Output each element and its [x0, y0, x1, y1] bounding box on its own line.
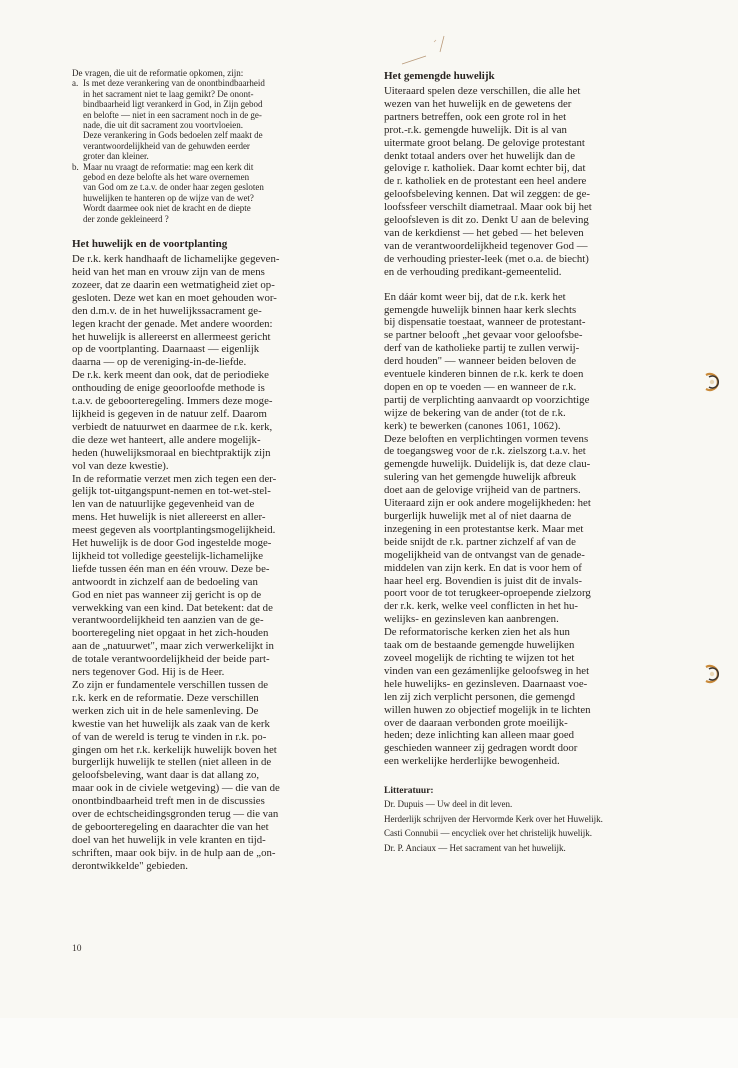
text-line: doet aan de gelovige vrijheid van de partners.	[384, 484, 581, 497]
text-line: Uiteraard spelen deze verschillen, die alle het	[384, 85, 581, 97]
text-line: vol van deze kwestie).	[72, 459, 169, 472]
section-heading-gemengde-huwelijk: Het gemengde huwelijk	[384, 70, 495, 82]
text-line: een werkelijke herderlijke bewogenheid.	[384, 755, 560, 768]
text-line: derontwikkelde" gebieden.	[72, 859, 188, 872]
text-line: de geboorteregeling en daarachter die van het	[72, 820, 269, 833]
text-line: nade, die uit dit sacrament zou voortvloeien.	[83, 120, 243, 131]
literature-list	[384, 799, 685, 853]
text-line: gelijk tot-uitgangspunt-nemen en tot-wet-stel-	[72, 485, 271, 498]
text-line: geschieden wanneer zij gedragen wordt door	[384, 742, 578, 755]
text-line: boorteregeling niet opgaat in het zich-houden	[72, 627, 269, 640]
section-heading-voortplanting: Het huwelijk en de voortplanting	[72, 238, 228, 251]
text-line: Wordt daarmee ook niet de kracht en de diepte	[83, 203, 251, 214]
text-line: gelovige r. katholiek. Daar komt echter bij, dat	[384, 162, 586, 175]
text-line: van de kerkdienst — het gebed — het beleven	[384, 226, 584, 239]
text-line: kwestie van het huwelijk als zaak van de kerk	[72, 717, 270, 730]
text-line: de totale verantwoordelijkheid der beide part-	[72, 653, 270, 666]
text-line: de toegangsweg voor de r.k. zielszorg t.a.v. het	[384, 445, 586, 458]
text-line: derf van de katholieke partij te zullen verwij-	[384, 342, 580, 355]
text-line: eventuele kinderen binnen de r.k. kerk te doen	[384, 368, 584, 381]
text-line: op de voortplanting. Daarnaast — eigenlijk	[72, 343, 260, 356]
question-label: a.	[72, 78, 79, 89]
text-line: doel van het huwelijk in vele kranten en tijd-	[72, 833, 266, 846]
text-line: de verhouding priester-leek (met o.a. de biecht)	[384, 252, 589, 265]
text-line: schriften, maar ook bijv. in de hulp aan de „on-	[72, 846, 276, 859]
text-line: liefde tussen één man en één vrouw. Deze be-	[72, 562, 270, 575]
text-line: het huwelijk is allereerst en allermeest gericht	[72, 330, 271, 343]
text-line: prot.-r.k. gemengde huwelijk. Dit is al van	[384, 123, 567, 136]
gemengde-huwelijk-body	[384, 85, 685, 768]
text-line: Deze beloften en verplichtingen vormen tevens	[384, 432, 589, 445]
text-line: gemengde huwelijk binnen haar kerk slechts	[384, 303, 577, 316]
text-line: heid van het man en vrouw zijn van de mens	[72, 266, 265, 278]
text-line: over de echtscheidingsgronden terug — die van	[72, 808, 279, 821]
questions-lead: De vragen, die uit de reformatie opkomen, zijn:	[72, 68, 244, 78]
text-line: poort voor de tot terugkeer-oproepende zielzorg	[384, 587, 591, 600]
text-line: verantwoordelijkheid ten aanzien van de ge-	[72, 614, 264, 627]
pencil-mark-icon	[400, 30, 460, 70]
text-line: Zo zijn er fundamentele verschillen tussen de	[72, 679, 269, 691]
text-line: haar heel erg. Bovendien is juist dit de invals-	[384, 574, 582, 587]
text-line: den d.m.v. de in het huwelijkssacrament ge-	[72, 304, 262, 317]
text-line: welijks- en gezinsleven kan aanbrengen.	[384, 613, 559, 626]
page-number: 10	[72, 944, 82, 954]
text-line: van de verantwoordelijkheid tegenover God —	[384, 239, 588, 252]
question-item	[72, 162, 370, 224]
text-line: maar ook in de civiele wetgeving) — die van de	[72, 782, 280, 795]
text-line: vinden van een gezámenlijke geloofsweg in het	[384, 664, 590, 677]
text-line: Deze verankering in Gods bedoelen zelf maakt de	[83, 130, 263, 141]
text-line: geloofsbeleving, want daar is dat allang zo,	[72, 769, 260, 782]
text-line: over de daaraan verbonden grote moeilijk-	[384, 716, 568, 729]
text-line: onontbindbaarheid treft men in de discussies	[72, 795, 265, 808]
text-line: dopen en op te voeden — en wanneer de r.k.	[384, 380, 577, 393]
question-text	[83, 78, 370, 161]
paragraph	[384, 85, 685, 279]
text-line: se partner belooft „het gevaar voor geloofsbe-	[384, 329, 583, 342]
text-line: mogelijkheid van de ontvangst van de genade-	[384, 548, 585, 561]
left-column	[72, 68, 370, 873]
text-line: De reformatorische kerken zien het als hun	[384, 626, 570, 639]
text-line: lijkheid tot volledige geestelijk-lichamelijke	[72, 549, 263, 562]
text-line: antwoordt in zichzelf aan de bedoeling van	[72, 575, 258, 588]
text-line: gemengde huwelijk. Duidelijk is, dat deze clau-	[384, 458, 591, 471]
text-line: sulering van het gemengde huwelijk afbreuk	[384, 471, 577, 484]
text-line: gebod en deze belofte als het ware overnemen	[83, 172, 250, 183]
punch-hole-icon	[700, 371, 722, 393]
text-line: lijkheid is gegeven in de natuur zelf. Daarom	[72, 407, 267, 420]
text-line: beide snijdt de r.k. partner zichzelf af van de	[384, 535, 576, 548]
page-bottom-margin	[0, 1018, 738, 1068]
text-line: r.k. kerk en de reformatie. Deze verschillen	[72, 691, 259, 704]
text-line: denkt totaal anders over het huwelijk dan de	[384, 149, 575, 162]
paragraph	[72, 253, 370, 873]
text-line: loofssfeer verschilt diametraal. Maar ook bij het	[384, 201, 592, 214]
text-line: En dáár komt weer bij, dat de r.k. kerk het	[384, 290, 566, 303]
text-line: Het huwelijk is de door God ingestelde moge-	[72, 537, 272, 550]
text-line: zozeer, dat ze daarin een wetmatigheid ziet op-	[72, 278, 275, 291]
text-line: in het sacrament niet te laag gemikt? De onont-	[83, 88, 254, 99]
text-line: hele huwelijks- en gezinsleven. Daarnaast voe-	[384, 677, 588, 690]
text-line: die deze wet hanteert, alle andere mogelijk-	[72, 433, 261, 446]
text-line: willen huwen zo objectief mogelijk in te lichten	[384, 703, 591, 716]
text-line: groter dan kleiner.	[83, 151, 149, 162]
question-item	[72, 78, 370, 161]
text-line: zoveel mogelijk de richting te wijzen tot het	[384, 651, 575, 664]
text-line: heden; deze inlichting kan alleen maar goed	[384, 729, 575, 742]
text-line: burgerlijk huwelijk met al of niet daarna de	[384, 510, 572, 522]
text-line: der zonde gekleineerd ?	[83, 213, 169, 224]
text-line: Maar nu vraagt de reformatie: mag een kerk dit	[83, 161, 254, 172]
question-label: b.	[72, 161, 79, 172]
text-line: huwelijken te hanteren op de wijze van de wet?	[83, 192, 254, 203]
text-line: bij dispensatie toestaat, wanneer de protestant-	[384, 316, 586, 329]
text-line: geloofsleven is dit zo. Denkt U aan de beleving	[384, 214, 589, 227]
text-line: gingen om het r.k. kerkelijk huwelijk boven het	[72, 743, 277, 756]
text-line: Is met deze verankering van de onontbindbaarheid	[83, 78, 265, 89]
literature-item: Dr. Dupuis — Uw deel in dit leven.	[384, 799, 513, 810]
text-line: taak om de bestaande gemengde huwelijken	[384, 639, 575, 652]
text-line: len van de natuurlijke gegevenheid van de	[72, 498, 255, 511]
text-line: In de reformatie verzet men zich tegen een der-	[72, 472, 277, 485]
text-line: wezen van het huwelijk en de gewetens der	[384, 97, 572, 110]
literature-item: Casti Connubii — encycliek over het christelijk huwelijk.	[384, 828, 592, 839]
text-line: mens. Het huwelijk is niet allereerst en aller-	[72, 511, 266, 524]
text-line: partij de verplichting aanvaardt op voorzichtige	[384, 393, 590, 406]
literature-item: Dr. P. Anciaux — Het sacrament van het huwelijk.	[384, 842, 566, 853]
text-line: partners betreffen, ook een grote rol in het	[384, 110, 567, 123]
text-line: aan de „natuurwet", maar zich verwerkelijkt in	[72, 640, 274, 653]
text-line: len zij zich verplicht personen, die gemengd	[384, 690, 575, 703]
text-line: werken zich uit in de hele samenleving. De	[72, 704, 259, 717]
paragraph	[384, 291, 685, 769]
text-line: der r.k. kerk, welke veel conflicten in het hu-	[384, 600, 578, 613]
text-line: of van de wereld is terug te vinden in r.k. po-	[72, 730, 267, 743]
text-line: onthouding de enige geoorloofde methode is	[72, 382, 265, 395]
text-line: en de verhouding predikant-gemeentelid.	[384, 265, 562, 278]
text-line: De r.k. kerk handhaaft de lichamelijke gegeven-	[72, 253, 280, 266]
text-line: geloofsbeleving kennen. Dat wil zeggen: de ge-	[384, 188, 590, 201]
text-line: middelen van zijn kerk. En dat is voor hem of	[384, 561, 582, 574]
questions-block	[72, 68, 370, 224]
right-column	[384, 70, 685, 858]
text-line: inzegening in een protestantse kerk. Maar met	[384, 522, 584, 535]
text-line: bindbaarheid ligt verankerd in God, in Zijn gebod	[83, 99, 263, 110]
text-line: en belofte — niet in een sacrament noch in de ge-	[83, 109, 262, 120]
text-line: van God om ze t.a.v. de onder haar zegen gesloten	[83, 182, 264, 193]
literature-item: Herderlijk schrijven der Hervormde Kerk over het Huwelijk.	[384, 813, 603, 824]
text-line: meest gegeven als voortplantingsmogelijkheid.	[72, 524, 276, 537]
text-line: derd houden" — wanneer beiden beloven de	[384, 355, 577, 368]
literature-block	[384, 786, 685, 853]
question-text	[83, 162, 370, 224]
text-line: De r.k. kerk meent dan ook, dat de periodieke	[72, 369, 269, 382]
text-line: wijze de bekering van de ander (tot de r.k.	[384, 406, 566, 419]
text-line: Uiteraard zijn er ook andere mogelijkheden: het	[384, 497, 591, 510]
text-line: gesloten. Deze wet kan en moet gehouden wor-	[72, 291, 277, 304]
punch-hole-icon	[700, 663, 722, 685]
questions-list	[72, 78, 370, 224]
text-line: de r. katholiek en de protestant een heel andere	[384, 175, 587, 188]
text-line: heden (huwelijksmoraal en biechtpraktijk zijn	[72, 446, 271, 459]
text-line: t.a.v. de geboorteregeling. Immers deze moge-	[72, 395, 273, 408]
text-line: verwekking van een kind. Dat betekent: dat de	[72, 601, 273, 614]
text-line: burgerlijk huwelijk te stellen (niet alleen in de	[72, 756, 272, 769]
text-line: verantwoordelijkheid van de gehuwden eerder	[83, 140, 250, 151]
text-line: God en niet pas wanneer zij gericht is op de	[72, 588, 262, 601]
text-line: legen kracht der genade. Met andere woorden:	[72, 317, 273, 330]
text-line: verbiedt de natuurwet en daarmee de r.k. kerk,	[72, 420, 273, 433]
text-line: uitermate groot belang. De gelovige protestant	[384, 136, 585, 149]
text-line: kerk) te bewerken (canones 1061, 1062).	[384, 419, 561, 432]
text-line: ners tegenover God. Hij is de Heer.	[72, 666, 225, 679]
voortplanting-body	[72, 253, 370, 873]
text-line: daarna — op de vereniging-in-de-liefde.	[72, 356, 247, 369]
literature-heading: Litteratuur:	[384, 786, 434, 797]
